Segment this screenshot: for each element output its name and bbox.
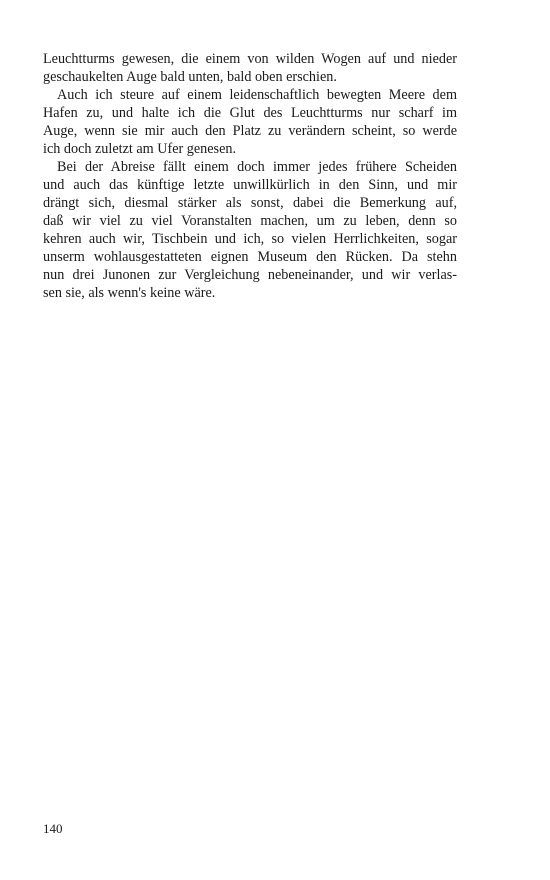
text-line: daß wir viel zu viel Voranstalten machen, um zu leben, denn so <box>43 213 457 229</box>
text-line: Leuchtturms gewesen, die einem von wilden Wogen auf und nieder <box>43 51 457 67</box>
text-line: sen sie, als wenn's keine wäre. <box>43 285 216 301</box>
paragraph-first-line: Bei der Abreise fällt einem doch immer jedes frühere Scheiden <box>57 159 457 175</box>
text-line: geschaukelten Auge bald unten, bald oben erschien. <box>43 69 337 85</box>
text-line: unserm wohlausgestatteten eignen Museum den Rücken. Da stehn <box>43 249 457 265</box>
text-line: und auch das künftige letzte unwillkürlich in den Sinn, und mir <box>43 177 457 193</box>
text-line: nun drei Junonen zur Vergleichung nebeneinander, und wir verlas- <box>43 267 457 283</box>
text-line: drängt sich, diesmal stärker als sonst, dabei die Bemerkung auf, <box>43 195 457 211</box>
text-line: Hafen zu, und halte ich die Glut des Leuchtturms nur scharf im <box>43 105 457 121</box>
text-line: ich doch zuletzt am Ufer genesen. <box>43 141 237 157</box>
text-line: kehren auch wir, Tischbein und ich, so vielen Herrlichkeiten, sogar <box>43 231 457 247</box>
body-text <box>43 50 457 302</box>
page-number: 140 <box>43 821 63 836</box>
text-line: Auge, wenn sie mir auch den Platz zu verändern scheint, so werde <box>43 123 457 139</box>
paragraph-first-line: Auch ich steure auf einem leidenschaftlich bewegten Meere dem <box>57 87 457 103</box>
